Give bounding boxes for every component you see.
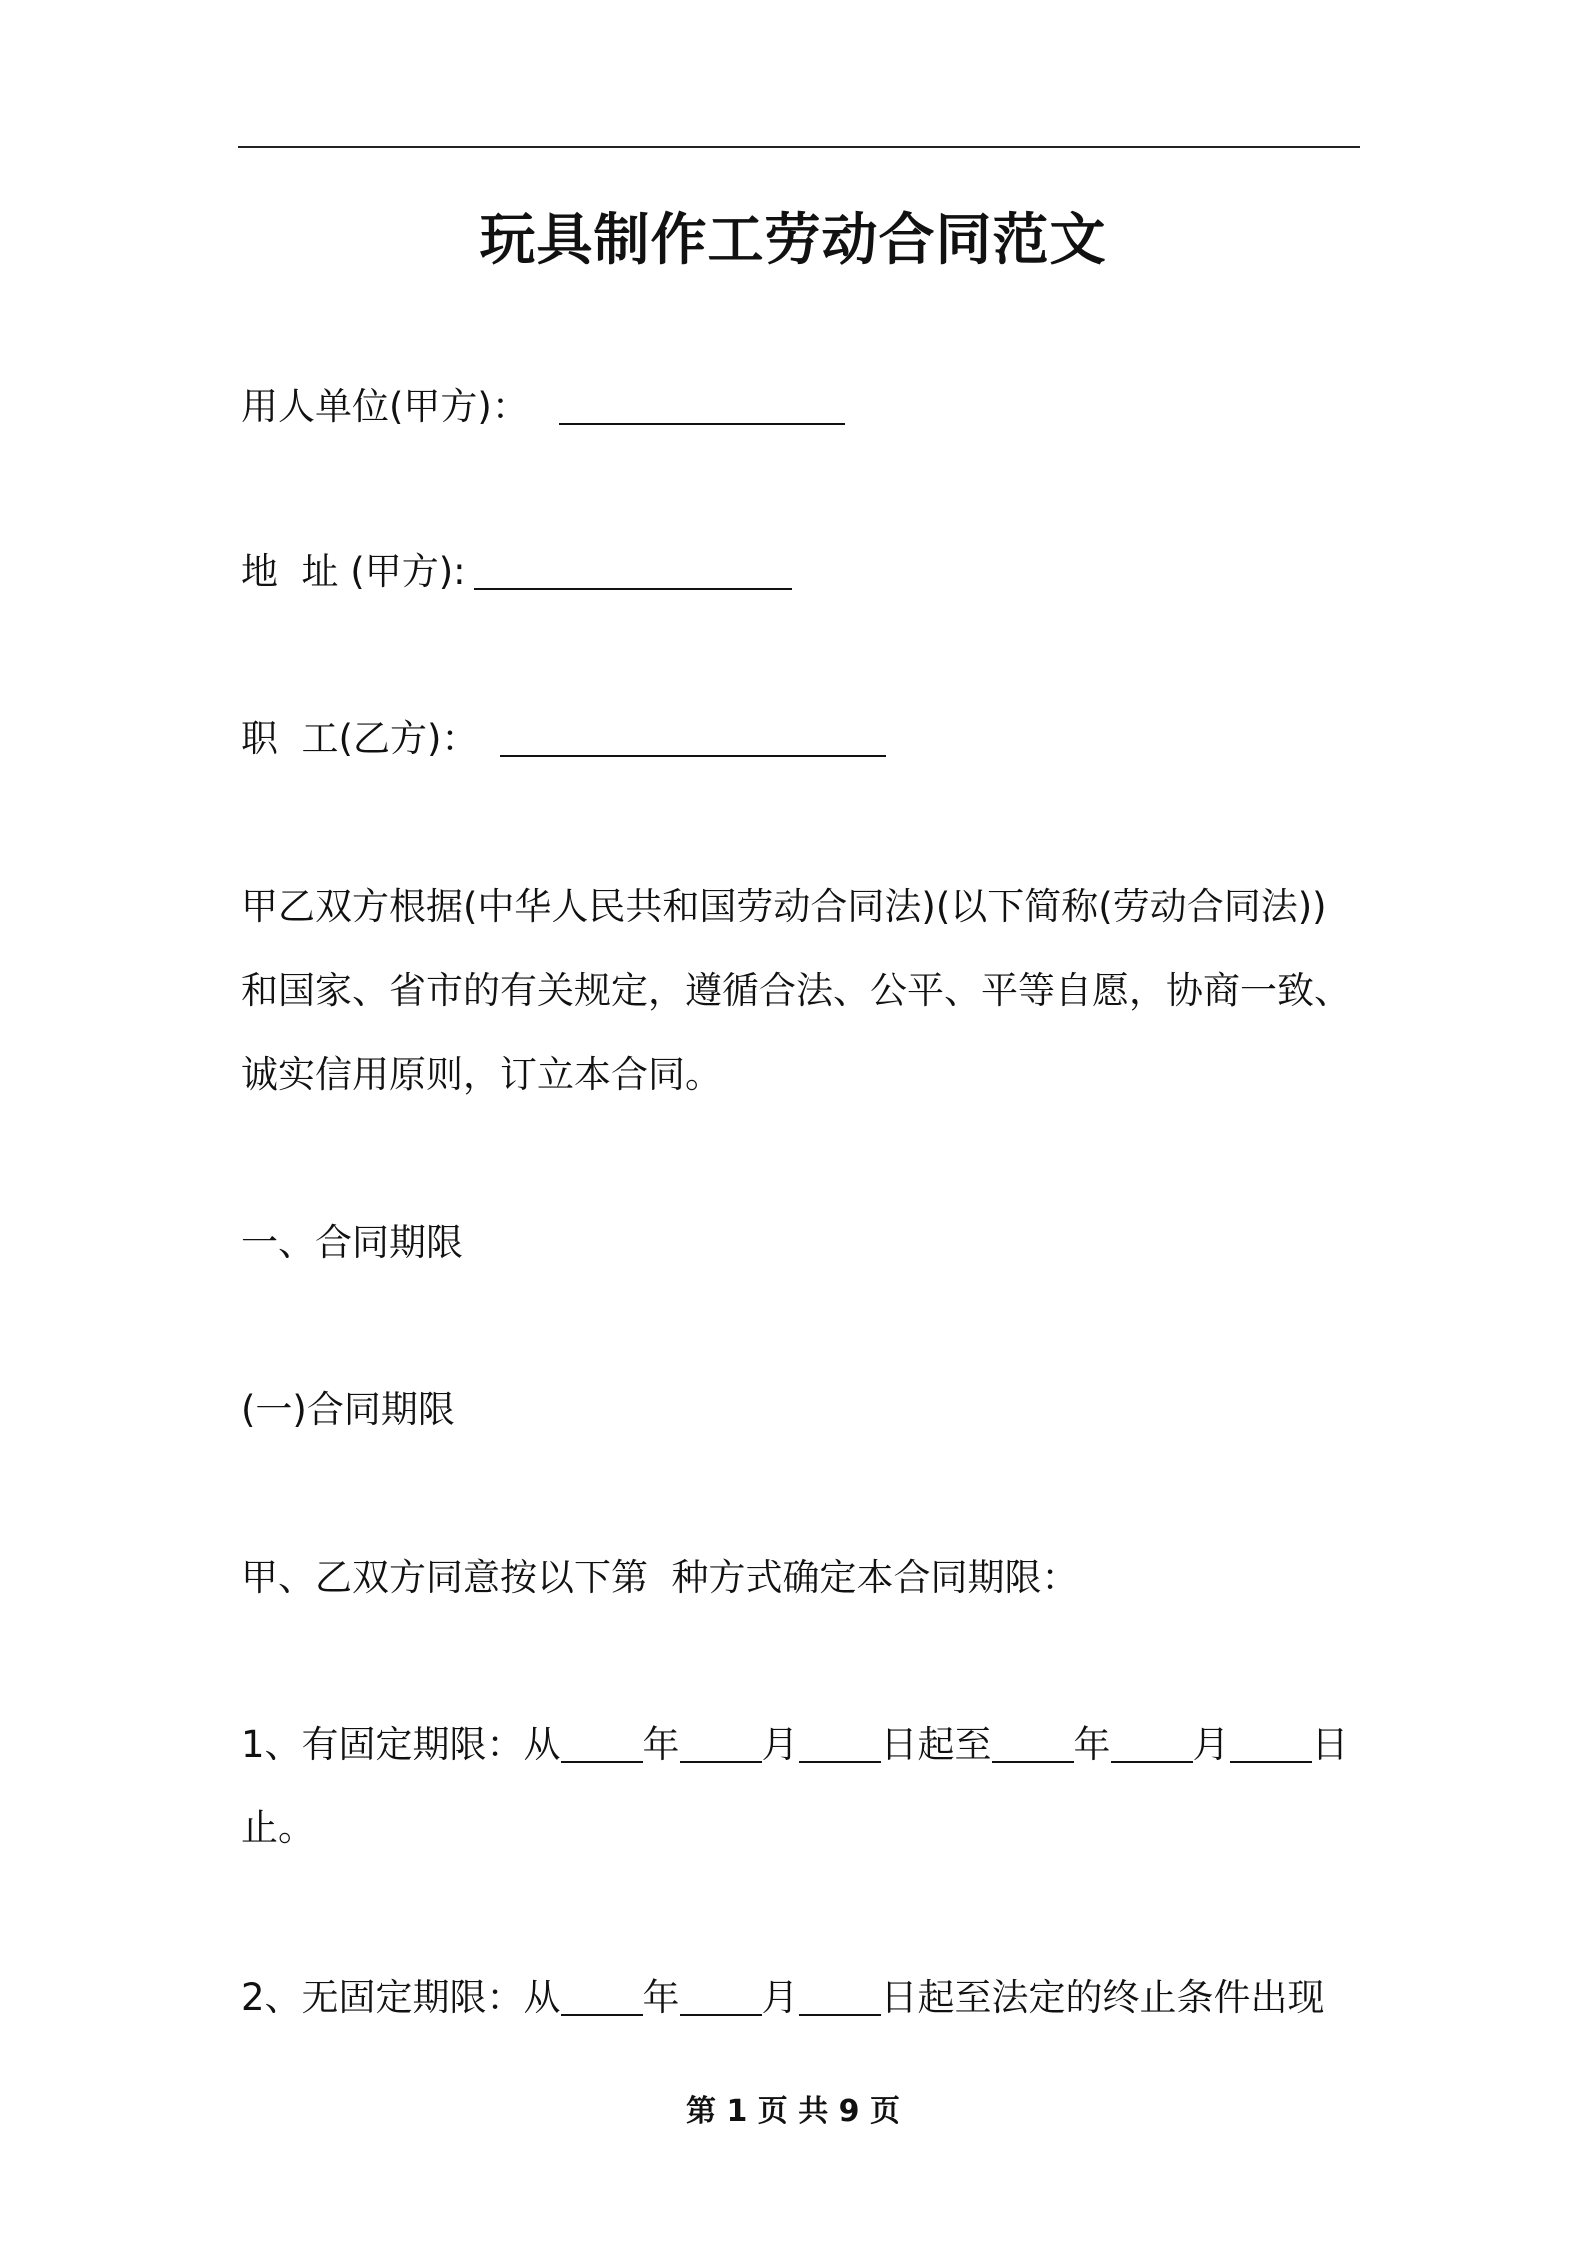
subsection-heading: (一)合同期限 bbox=[241, 1388, 455, 1431]
employee-blank bbox=[500, 719, 886, 757]
start-month-label: 月 bbox=[761, 1723, 799, 1766]
end-year-label: 年 bbox=[1073, 1723, 1111, 1766]
employer-field bbox=[241, 382, 845, 432]
fixed-term-end: 止。 bbox=[241, 1806, 315, 1849]
employee-label: 职 工(乙方)： bbox=[241, 717, 479, 760]
end-month-blank bbox=[1111, 1725, 1193, 1763]
open-start-day-blank bbox=[799, 1978, 881, 2016]
start-day-label: 日起至 bbox=[880, 1723, 992, 1766]
open-start-month-label: 月 bbox=[761, 1976, 799, 2019]
address-blank bbox=[474, 552, 792, 590]
page-number: 第 1 页 共 9 页 bbox=[686, 2094, 900, 2129]
document-title: 玩具制作工劳动合同范文 bbox=[479, 208, 1107, 273]
open-start-year-label: 年 bbox=[642, 1976, 680, 2019]
start-day-blank bbox=[799, 1725, 881, 1763]
open-start-year-blank bbox=[561, 1978, 643, 2016]
preamble-paragraph: 甲乙双方根据(中华人民共和国劳动合同法)(以下简称(劳动合同法))和国家、省市的有关规定，遵循合法、公平、平等自愿，协商一致、诚实信用原则，订立本合同。 bbox=[241, 885, 1351, 1096]
start-month-blank bbox=[680, 1725, 762, 1763]
end-day-blank bbox=[1230, 1725, 1312, 1763]
address-field bbox=[241, 547, 792, 597]
section-heading: 一、合同期限 bbox=[241, 1221, 463, 1264]
start-year-blank bbox=[561, 1725, 643, 1763]
employee-field bbox=[241, 714, 886, 764]
open-start-month-blank bbox=[680, 1978, 762, 2016]
end-year-blank bbox=[992, 1725, 1074, 1763]
fixed-term-prefix: 1、有固定期限：从 bbox=[241, 1723, 561, 1766]
address-label: 地 址 (甲方): bbox=[241, 550, 466, 593]
employer-label: 用人单位(甲方)： bbox=[241, 385, 529, 428]
open-term-option bbox=[241, 1973, 1325, 2023]
start-year-label: 年 bbox=[642, 1723, 680, 1766]
open-term-prefix: 2、无固定期限：从 bbox=[241, 1976, 561, 2019]
term-instruction: 甲、乙双方同意按以下第 种方式确定本合同期限： bbox=[241, 1556, 1079, 1599]
end-day-label: 日 bbox=[1311, 1723, 1349, 1766]
employer-blank bbox=[559, 387, 845, 425]
open-term-tail: 日起至法定的终止条件出现 bbox=[880, 1976, 1325, 2019]
header-rule bbox=[238, 146, 1360, 148]
fixed-term-option bbox=[241, 1720, 1349, 1770]
end-month-label: 月 bbox=[1192, 1723, 1230, 1766]
